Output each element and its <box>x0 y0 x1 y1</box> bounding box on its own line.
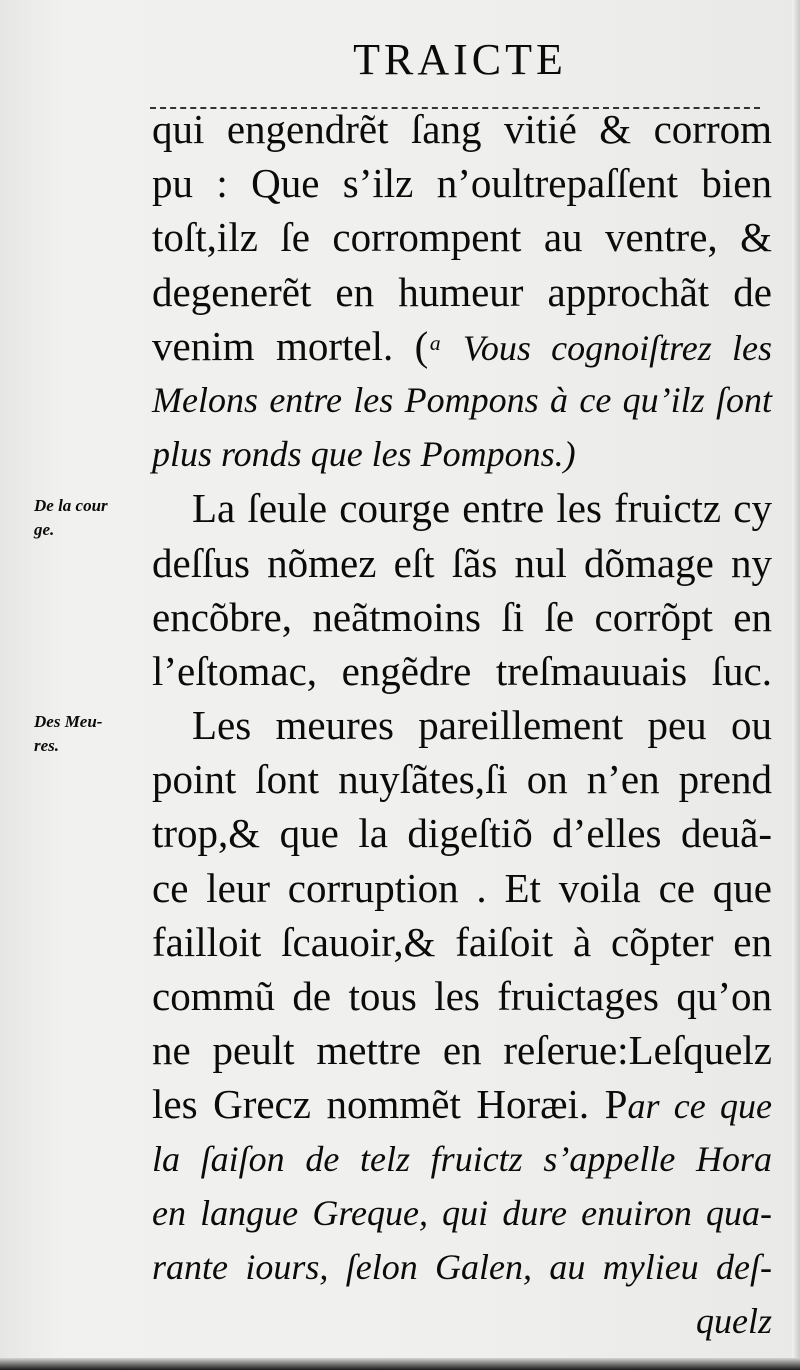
text-line: La ſeule courge entre les fruictz cy <box>192 485 772 532</box>
text-line: Les meures pareillement peu ou <box>192 702 772 749</box>
text-line: l’eſtomac, engẽdre treſmauuais ſuc. <box>152 647 772 694</box>
margin-note-line: De la cour <box>34 496 108 515</box>
text-roman: les Grecz nommẽt Horæi. P <box>152 1081 628 1128</box>
body-text <box>152 102 772 1348</box>
text-line: commũ de tous les fruictages qu’on <box>152 973 772 1019</box>
margin-note-meures <box>34 710 149 758</box>
text-line: la ſaiſon de telz fruictz s’appelle Hora <box>152 1138 772 1179</box>
margin-note-courge <box>34 494 149 542</box>
text-line: qui engendrẽt ſang vitié & corrom <box>152 106 772 152</box>
text-italic: ᵃ Vous cognoiſtrez les <box>428 327 772 368</box>
text-line: ne peult mettre en reſerue:Leſquelz <box>152 1027 772 1074</box>
text-line: trop,& que la digeſtiõ d’elles deuã- <box>152 810 772 857</box>
text-line: failloit ſcauoir,& faiſoit à cõpter en <box>152 918 772 965</box>
text-line <box>152 1077 772 1131</box>
text-line: rante iours, ſelon Galen, au mylieu deſ- <box>152 1246 772 1287</box>
text-line: pu : Que s’ilz n’oultrepaſſent bien <box>152 160 772 207</box>
text-line: en langue Greque, qui dure enuiron qua- <box>152 1192 772 1233</box>
margin-note-line: res. <box>34 736 60 755</box>
text-line: plus ronds que les Pompons.) <box>152 434 576 475</box>
text-line: encõbre, neãtmoins ſi ſe corrõpt en <box>152 593 772 640</box>
page-edge-bottom <box>0 1358 800 1370</box>
text-line: ce leur corruption . Et voila ce que <box>152 864 772 911</box>
text-roman: venim mortel. ( <box>152 322 429 369</box>
page-edge-right <box>792 0 800 1370</box>
text-line <box>152 319 772 373</box>
text-line: point ſont nuyſãtes,ſi on n’en prend <box>152 756 772 803</box>
running-head: TRAICTE <box>353 35 567 84</box>
text-line: Melons entre les Pompons à ce qu’ilz ſont <box>152 379 772 420</box>
catchword: quelz <box>696 1301 772 1342</box>
margin-note-line: Des Meu- <box>34 712 103 731</box>
text-line: toſt,ilz ſe corrompent au ventre, & <box>152 214 772 261</box>
text-italic: ar ce que <box>627 1086 773 1127</box>
margin-note-line: ge. <box>34 520 55 539</box>
text-line: degenerẽt en humeur approchãt de <box>152 268 772 315</box>
text-line: deſſus nõmez eſt ſãs nul dõmage ny <box>152 539 772 586</box>
